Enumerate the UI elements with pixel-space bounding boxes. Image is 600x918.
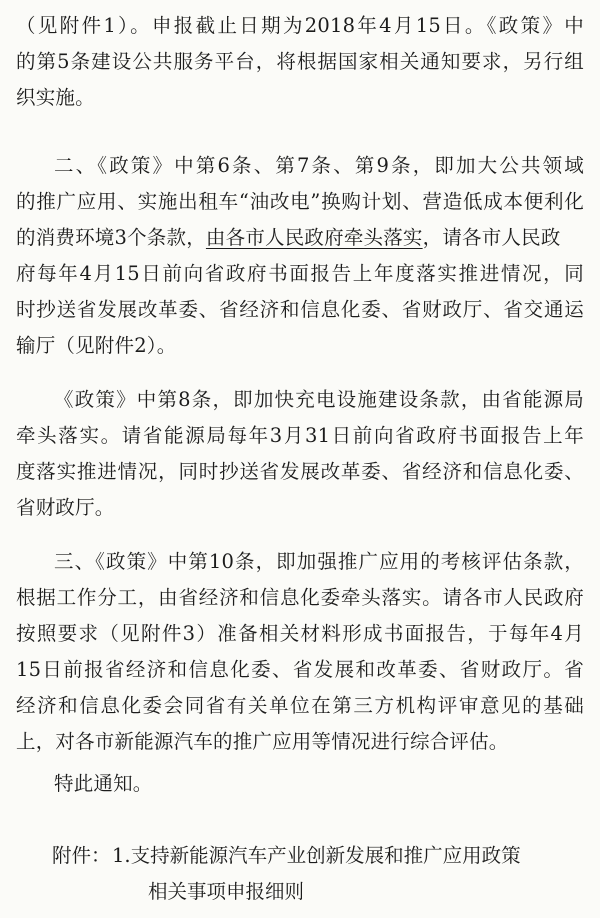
text-line: 时抄送省发展改革委、省经济和信息化委、省财政厅、省交通运 — [16, 298, 584, 321]
text-line: 根据工作分工，由省经济和信息化委牵头落实。请各市人民政府 — [16, 586, 584, 609]
text-line: 的推广应用、实施出租车“油改电”换购计划、营造低成本便利化 — [16, 190, 584, 213]
attachment-item-1: 1.支持新能源汽车产业创新发展和推广应用政策 — [112, 844, 521, 867]
text-line: 上，对各市新能源汽车的推广应用等情况进行综合评估。 — [16, 730, 509, 753]
text-line: （见附件1）。申报截止日期为2018年4月15日。《政策》中 — [16, 14, 584, 37]
text-line: 经济和信息化委会同省有关单位在第三方机构评审意见的基础 — [16, 694, 584, 717]
text-line: 15日前报省经济和信息化委、省发展和改革委、省财政厅。省 — [16, 658, 584, 681]
text-line: 织实施。 — [16, 86, 95, 109]
text-line: 输厅（见附件2）。 — [16, 334, 177, 357]
text-line: 三、《政策》中第10条，即加强推广应用的考核评估条款， — [54, 550, 584, 573]
text-line: 二、《政策》中第6条、第7条、第9条，即加大公共领域 — [54, 154, 584, 177]
text-line: 度落实推进情况，同时抄送省发展改革委、省经济和信息化委、 — [16, 460, 584, 483]
attachment-label: 附件： — [52, 844, 111, 867]
attachment-item-1-continuation: 相关事项申报细则 — [148, 880, 305, 903]
underlined-phrase: 由各市人民政府牵头落实 — [205, 226, 423, 249]
text-fragment: 的消费环境3个条款， — [16, 226, 206, 249]
text-line: 府每年4月15日前向省政府书面报告上年度落实推进情况，同 — [16, 262, 584, 285]
text-line: 《政策》中第8条，即加快充电设施建设条款，由省能源局 — [54, 388, 584, 411]
mixed-line — [16, 224, 561, 252]
text-fragment: ，请各市人民政 — [422, 226, 561, 249]
text-line: 牵头落实。请省能源局每年3月31日前向省政府书面报告上年 — [16, 424, 584, 447]
text-line: 省财政厅。 — [16, 496, 115, 519]
text-line: 的第5条建设公共服务平台，将根据国家相关通知要求，另行组 — [16, 50, 584, 73]
closing-line: 特此通知。 — [54, 772, 153, 795]
text-line: 按照要求（见附件3）准备相关材料形成书面报告，于每年4月 — [16, 622, 584, 645]
